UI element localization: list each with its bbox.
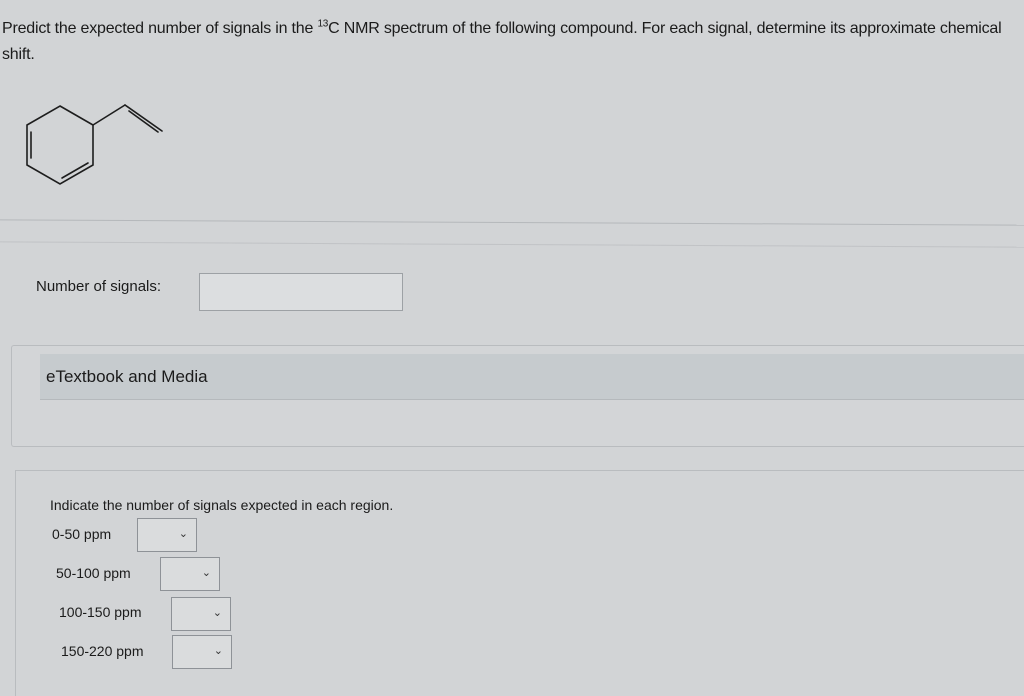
region-select-0-50[interactable] <box>137 518 197 552</box>
region-select-50-100[interactable] <box>160 557 220 591</box>
question-text <box>2 16 1022 68</box>
chevron-down-icon: ⌄ <box>212 606 222 619</box>
section-divider <box>0 219 1024 225</box>
chevron-down-icon: ⌄ <box>213 644 223 657</box>
etextbook-media-label: eTextbook and Media <box>46 366 208 386</box>
region-select-150-220[interactable] <box>172 635 232 669</box>
region-label-150-220: 150-220 ppm <box>61 643 144 659</box>
section-divider <box>0 241 1024 247</box>
isotope-superscript: 13 <box>317 18 329 30</box>
region-label-50-100: 50-100 ppm <box>56 565 131 581</box>
question-text-before: Predict the expected number of signals in the <box>2 20 318 37</box>
region-label-0-50: 0-50 ppm <box>52 526 112 542</box>
etextbook-media-toggle[interactable] <box>40 354 1024 400</box>
chevron-down-icon: ⌄ <box>201 566 211 579</box>
region-instruction: Indicate the number of signals expected in each region. <box>50 497 394 513</box>
chevron-down-icon: ⌄ <box>178 527 188 540</box>
number-of-signals-input[interactable] <box>199 273 403 311</box>
region-select-100-150[interactable] <box>171 597 231 631</box>
etextbook-panel <box>11 345 1024 447</box>
question-text-after: C NMR spectrum of the following compound. For each signal, determine its approximate chemical shift. <box>2 20 1002 63</box>
styrene-structure-icon <box>6 96 176 206</box>
number-of-signals-label: Number of signals: <box>36 278 162 295</box>
region-label-100-150: 100-150 ppm <box>59 604 142 620</box>
